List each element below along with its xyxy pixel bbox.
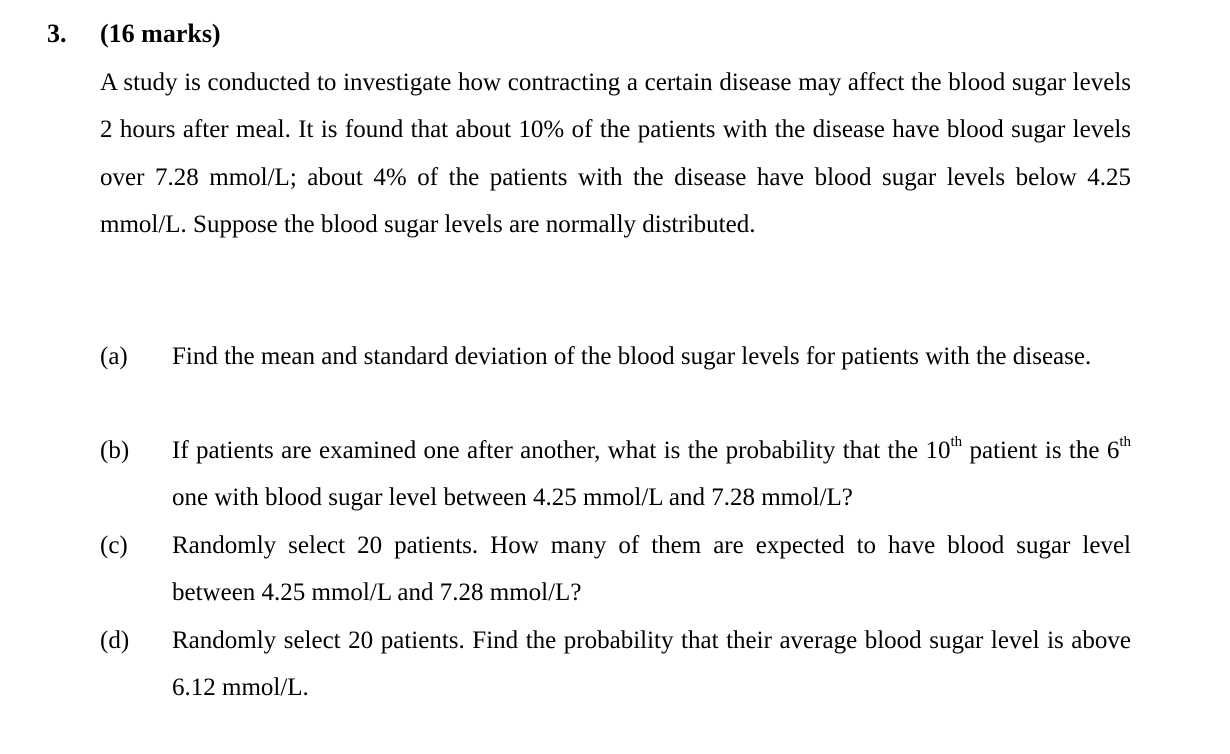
part-text-segment: patient is the 6 [962,437,1120,464]
part-text: Randomly select 20 patients. How many of them are expected to have blood sugar level between 4.25 mmol/L and 7.28 mmol/L? [172,532,1131,607]
part-text: Randomly select 20 patients. Find the probability that their average blood sugar level is above 6.12 mmol/L. [172,627,1131,702]
part-text [172,427,1131,522]
part-text: Find the mean and standard deviation of the blood sugar levels for patients with the disease. [172,343,1092,370]
part-label: (d) [100,627,130,654]
question-stem: A study is conducted to investigate how contracting a certain disease may affect the blood sugar levels 2 hours after meal. It is found that about 10% of the patients with the disease have blood sugar levels over 7.28 mmol/L; about 4% of the patients with the disease have blood sugar levels below 4.25 mmol/L. Suppose the blood sugar levels are normally distributed. [100,69,1131,238]
part-label: (b) [100,437,130,464]
part-label: (a) [100,343,128,370]
question-marks: (16 marks) [100,19,221,48]
part-text-segment: If patients are examined one after another, what is the probability that the 10 [172,437,951,464]
ordinal-suffix: th [1119,434,1131,450]
part-text-segment: one with blood sugar level between 4.25 mmol/L and 7.28 mmol/L? [172,484,853,512]
question-number: 3. [47,19,67,48]
ordinal-suffix: th [950,434,963,450]
part-label: (c) [100,532,128,559]
